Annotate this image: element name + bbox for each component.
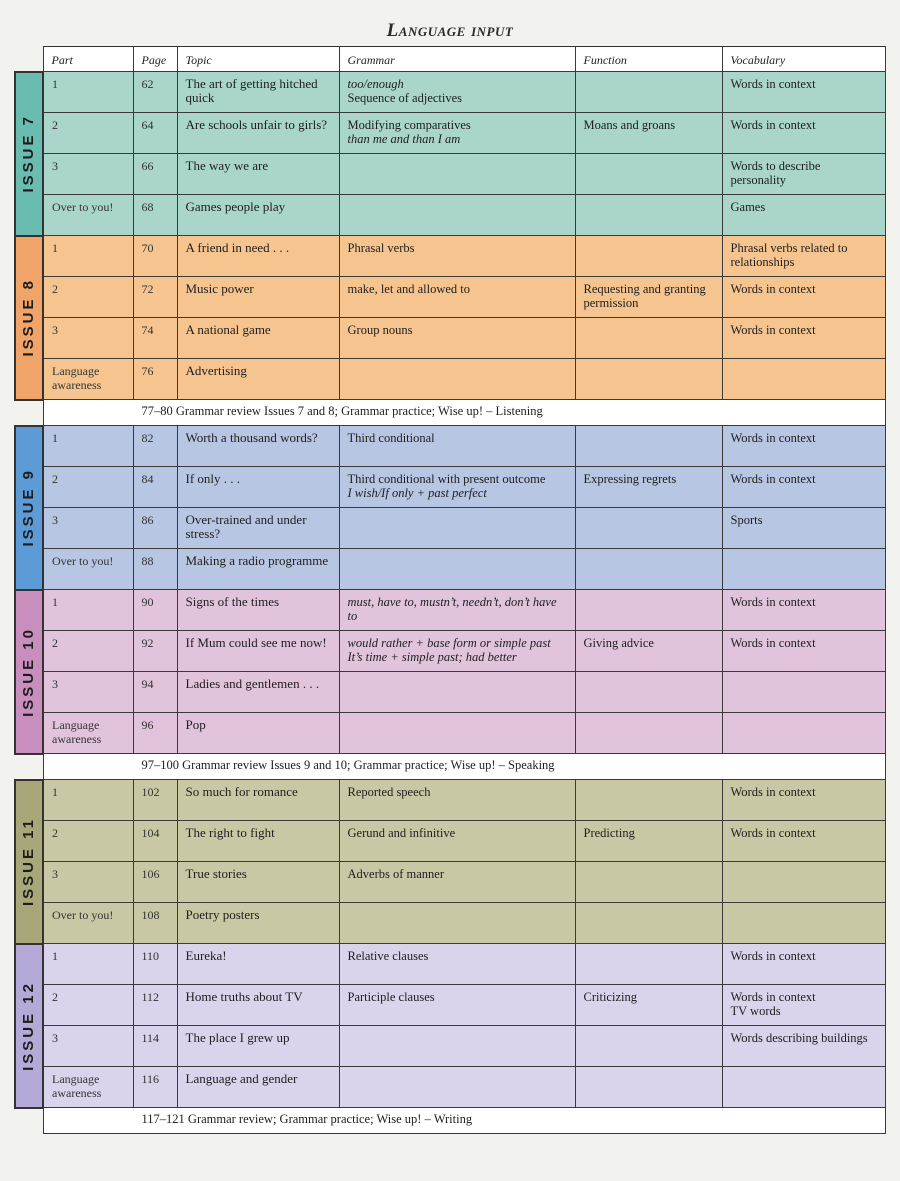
function-cell xyxy=(575,1026,722,1067)
topic-cell: Eureka! xyxy=(177,944,339,985)
page-cell: 110 xyxy=(133,944,177,985)
part-cell: 2 xyxy=(43,277,133,318)
table-row xyxy=(15,426,885,467)
table-row xyxy=(15,590,885,631)
header-function: Function xyxy=(575,47,722,72)
topic-cell: If only . . . xyxy=(177,467,339,508)
table-row xyxy=(15,713,885,754)
page-cell: 64 xyxy=(133,113,177,154)
vocabulary-cell xyxy=(722,631,885,672)
vocabulary-line: Words in context xyxy=(730,282,816,296)
part-cell: 1 xyxy=(43,426,133,467)
issue-label-cell xyxy=(15,72,43,236)
part-cell: 3 xyxy=(43,508,133,549)
vocabulary-line: Words in context xyxy=(730,323,816,337)
table-row xyxy=(15,467,885,508)
vocabulary-line: Words in context xyxy=(730,118,816,132)
topic-cell: If Mum could see me now! xyxy=(177,631,339,672)
part-cell: 1 xyxy=(43,72,133,113)
vocabulary-cell xyxy=(722,944,885,985)
table-row xyxy=(15,780,885,821)
page-cell: 108 xyxy=(133,903,177,944)
page-cell: 96 xyxy=(133,713,177,754)
issue-label: ISSUE 8 xyxy=(20,278,37,357)
part-cell: 1 xyxy=(43,590,133,631)
function-cell: Predicting xyxy=(575,821,722,862)
issue-label-cell xyxy=(15,780,43,944)
topic-cell: A national game xyxy=(177,318,339,359)
grammar-cell xyxy=(339,590,575,631)
vocabulary-line: Sports xyxy=(730,513,763,527)
grammar-review-text: 97–100 Grammar review Issues 9 and 10; Grammar practice; Wise up! – Speaking xyxy=(43,754,885,780)
vocabulary-cell xyxy=(722,862,885,903)
header-page: Page xyxy=(133,47,177,72)
vocabulary-cell xyxy=(722,72,885,113)
page-cell: 72 xyxy=(133,277,177,318)
vocabulary-cell xyxy=(722,672,885,713)
vocabulary-cell xyxy=(722,195,885,236)
grammar-line: I wish/If only + past perfect xyxy=(347,486,487,500)
table-row xyxy=(15,154,885,195)
function-cell xyxy=(575,195,722,236)
vocabulary-cell xyxy=(722,236,885,277)
issue-label-cell xyxy=(15,426,43,590)
grammar-line: Adverbs of manner xyxy=(347,867,444,881)
table-row xyxy=(15,549,885,590)
topic-cell: Making a radio programme xyxy=(177,549,339,590)
grammar-cell xyxy=(339,359,575,400)
part-cell: 2 xyxy=(43,985,133,1026)
page-cell: 70 xyxy=(133,236,177,277)
function-cell xyxy=(575,318,722,359)
page-cell: 106 xyxy=(133,862,177,903)
vocabulary-line: Words in context xyxy=(730,949,816,963)
header-topic: Topic xyxy=(177,47,339,72)
vocabulary-cell xyxy=(722,318,885,359)
table-row xyxy=(15,195,885,236)
vocabulary-line: Words in context xyxy=(730,431,816,445)
function-cell xyxy=(575,154,722,195)
issue-label: ISSUE 10 xyxy=(20,626,37,717)
issue-label: ISSUE 11 xyxy=(20,816,37,907)
page-cell: 74 xyxy=(133,318,177,359)
part-cell: Language awareness xyxy=(43,1067,133,1108)
page-cell: 114 xyxy=(133,1026,177,1067)
topic-cell: True stories xyxy=(177,862,339,903)
vocabulary-line: Words in context xyxy=(730,77,816,91)
vocabulary-cell xyxy=(722,821,885,862)
vocabulary-line: Words in context xyxy=(730,595,816,609)
header-row xyxy=(15,47,885,72)
topic-cell: The way we are xyxy=(177,154,339,195)
grammar-line: Sequence of adjectives xyxy=(347,91,463,105)
part-cell: 2 xyxy=(43,467,133,508)
function-cell: Expressing regrets xyxy=(575,467,722,508)
grammar-cell xyxy=(339,1026,575,1067)
language-input-table xyxy=(14,46,886,1134)
table-row xyxy=(15,72,885,113)
grammar-cell xyxy=(339,154,575,195)
grammar-cell xyxy=(339,944,575,985)
topic-cell: Music power xyxy=(177,277,339,318)
grammar-cell xyxy=(339,713,575,754)
function-cell xyxy=(575,549,722,590)
header-spacer xyxy=(15,47,43,72)
topic-cell: Are schools unfair to girls? xyxy=(177,113,339,154)
vocabulary-cell xyxy=(722,467,885,508)
grammar-cell xyxy=(339,821,575,862)
vocabulary-cell xyxy=(722,985,885,1026)
function-cell xyxy=(575,236,722,277)
grammar-line: Third conditional with present outcome xyxy=(347,472,546,486)
vocabulary-cell xyxy=(722,1067,885,1108)
vocabulary-cell xyxy=(722,508,885,549)
grammar-line: It’s time + simple past; had better xyxy=(347,650,517,664)
part-cell: 3 xyxy=(43,318,133,359)
vocabulary-line: Words in context xyxy=(730,636,816,650)
part-cell: 1 xyxy=(43,236,133,277)
part-cell: Language awareness xyxy=(43,713,133,754)
grammar-cell xyxy=(339,467,575,508)
grammar-cell xyxy=(339,426,575,467)
page-cell: 84 xyxy=(133,467,177,508)
review-row xyxy=(15,754,885,780)
vocabulary-line: Words describing buildings xyxy=(730,1031,868,1045)
part-cell: 3 xyxy=(43,154,133,195)
topic-cell: Pop xyxy=(177,713,339,754)
function-cell xyxy=(575,780,722,821)
header-vocabulary: Vocabulary xyxy=(722,47,885,72)
table-row xyxy=(15,944,885,985)
issue-label: ISSUE 12 xyxy=(20,980,37,1071)
page-cell: 92 xyxy=(133,631,177,672)
grammar-line: Modifying comparatives xyxy=(347,118,471,132)
grammar-line: would rather + base form or simple past xyxy=(347,636,551,650)
vocabulary-line: Games xyxy=(730,200,766,214)
review-row xyxy=(15,400,885,426)
function-cell xyxy=(575,590,722,631)
grammar-cell xyxy=(339,631,575,672)
table-row xyxy=(15,672,885,713)
part-cell: 1 xyxy=(43,944,133,985)
vocabulary-cell xyxy=(722,713,885,754)
page-cell: 82 xyxy=(133,426,177,467)
page-cell: 94 xyxy=(133,672,177,713)
function-cell xyxy=(575,426,722,467)
page-cell: 66 xyxy=(133,154,177,195)
part-cell: Language awareness xyxy=(43,359,133,400)
grammar-line: Phrasal verbs xyxy=(347,241,415,255)
table-row xyxy=(15,821,885,862)
grammar-cell xyxy=(339,672,575,713)
vocabulary-cell xyxy=(722,113,885,154)
vocabulary-line: TV words xyxy=(730,1004,781,1018)
grammar-cell xyxy=(339,1067,575,1108)
part-cell: 3 xyxy=(43,862,133,903)
topic-cell: Worth a thousand words? xyxy=(177,426,339,467)
table-row xyxy=(15,508,885,549)
grammar-cell xyxy=(339,113,575,154)
grammar-line: Reported speech xyxy=(347,785,431,799)
topic-cell: Home truths about TV xyxy=(177,985,339,1026)
page-cell: 88 xyxy=(133,549,177,590)
function-cell xyxy=(575,359,722,400)
table-row xyxy=(15,113,885,154)
function-cell xyxy=(575,672,722,713)
function-cell xyxy=(575,72,722,113)
function-cell xyxy=(575,903,722,944)
part-cell: 2 xyxy=(43,631,133,672)
vocabulary-cell xyxy=(722,780,885,821)
grammar-cell xyxy=(339,195,575,236)
vocabulary-line: Words in context xyxy=(730,785,816,799)
table-row xyxy=(15,1067,885,1108)
grammar-line: too/enough xyxy=(347,77,404,91)
vocabulary-line: Words to describe personality xyxy=(730,159,821,187)
grammar-cell xyxy=(339,236,575,277)
vocabulary-line: Words in context xyxy=(730,826,816,840)
page-cell: 102 xyxy=(133,780,177,821)
function-cell xyxy=(575,944,722,985)
grammar-line: Gerund and infinitive xyxy=(347,826,456,840)
review-spacer xyxy=(15,400,43,426)
vocabulary-cell xyxy=(722,359,885,400)
vocabulary-cell xyxy=(722,903,885,944)
topic-cell: Signs of the times xyxy=(177,590,339,631)
function-cell xyxy=(575,713,722,754)
function-cell: Giving advice xyxy=(575,631,722,672)
grammar-cell xyxy=(339,318,575,359)
grammar-review-text: 77–80 Grammar review Issues 7 and 8; Grammar practice; Wise up! – Listening xyxy=(43,400,885,426)
grammar-cell xyxy=(339,72,575,113)
table-body xyxy=(15,72,885,1134)
page-cell: 116 xyxy=(133,1067,177,1108)
grammar-cell xyxy=(339,277,575,318)
grammar-cell xyxy=(339,985,575,1026)
topic-cell: Ladies and gentlemen . . . xyxy=(177,672,339,713)
grammar-line: make, let and allowed to xyxy=(347,282,471,296)
function-cell xyxy=(575,508,722,549)
function-cell: Requesting and granting permission xyxy=(575,277,722,318)
page-cell: 104 xyxy=(133,821,177,862)
vocabulary-cell xyxy=(722,590,885,631)
table-row xyxy=(15,236,885,277)
part-cell: Over to you! xyxy=(43,903,133,944)
part-cell: 1 xyxy=(43,780,133,821)
grammar-line: Third conditional xyxy=(347,431,435,445)
topic-cell: A friend in need . . . xyxy=(177,236,339,277)
vocabulary-line: Words in context xyxy=(730,472,816,486)
vocabulary-cell xyxy=(722,277,885,318)
page-title: Language input xyxy=(386,20,514,41)
topic-cell: So much for romance xyxy=(177,780,339,821)
grammar-cell xyxy=(339,508,575,549)
vocabulary-cell xyxy=(722,1026,885,1067)
vocabulary-cell xyxy=(722,549,885,590)
grammar-cell xyxy=(339,780,575,821)
topic-cell: Language and gender xyxy=(177,1067,339,1108)
vocabulary-cell xyxy=(722,426,885,467)
grammar-line: must, have to, mustn’t, needn’t, don’t have to xyxy=(347,595,557,623)
grammar-cell xyxy=(339,903,575,944)
review-spacer xyxy=(15,1108,43,1134)
issue-label-cell xyxy=(15,590,43,754)
issue-label-cell xyxy=(15,944,43,1108)
part-cell: Over to you! xyxy=(43,549,133,590)
topic-cell: The art of getting hitched quick xyxy=(177,72,339,113)
header-grammar: Grammar xyxy=(339,47,575,72)
review-row xyxy=(15,1108,885,1134)
issue-label: ISSUE 7 xyxy=(20,114,37,193)
page-cell: 62 xyxy=(133,72,177,113)
page-cell: 76 xyxy=(133,359,177,400)
function-cell xyxy=(575,1067,722,1108)
table-row xyxy=(15,985,885,1026)
page-cell: 86 xyxy=(133,508,177,549)
issue-label-cell xyxy=(15,236,43,400)
table-row xyxy=(15,359,885,400)
grammar-line: than me and than I am xyxy=(347,132,461,146)
table-row xyxy=(15,862,885,903)
table-row xyxy=(15,631,885,672)
grammar-line: Group nouns xyxy=(347,323,413,337)
page-cell: 90 xyxy=(133,590,177,631)
vocabulary-cell xyxy=(722,154,885,195)
grammar-review-text: 117–121 Grammar review; Grammar practice; Wise up! – Writing xyxy=(43,1108,885,1134)
grammar-cell xyxy=(339,549,575,590)
grammar-line: Relative clauses xyxy=(347,949,429,963)
table-row xyxy=(15,277,885,318)
function-cell xyxy=(575,862,722,903)
table-row xyxy=(15,1026,885,1067)
table-row xyxy=(15,903,885,944)
topic-cell: Poetry posters xyxy=(177,903,339,944)
function-cell: Moans and groans xyxy=(575,113,722,154)
part-cell: Over to you! xyxy=(43,195,133,236)
topic-cell: The place I grew up xyxy=(177,1026,339,1067)
part-cell: 3 xyxy=(43,1026,133,1067)
part-cell: 2 xyxy=(43,113,133,154)
table-row xyxy=(15,318,885,359)
vocabulary-line: Phrasal verbs related to relationships xyxy=(730,241,848,269)
review-spacer xyxy=(15,754,43,780)
topic-cell: Games people play xyxy=(177,195,339,236)
vocabulary-line: Words in context xyxy=(730,990,816,1004)
part-cell: 2 xyxy=(43,821,133,862)
header-part: Part xyxy=(43,47,133,72)
topic-cell: Advertising xyxy=(177,359,339,400)
grammar-cell xyxy=(339,862,575,903)
grammar-line: Participle clauses xyxy=(347,990,435,1004)
page-cell: 68 xyxy=(133,195,177,236)
topic-cell: Over-trained and under stress? xyxy=(177,508,339,549)
function-cell: Criticizing xyxy=(575,985,722,1026)
page-cell: 112 xyxy=(133,985,177,1026)
topic-cell: The right to fight xyxy=(177,821,339,862)
issue-label: ISSUE 9 xyxy=(20,468,37,547)
part-cell: 3 xyxy=(43,672,133,713)
